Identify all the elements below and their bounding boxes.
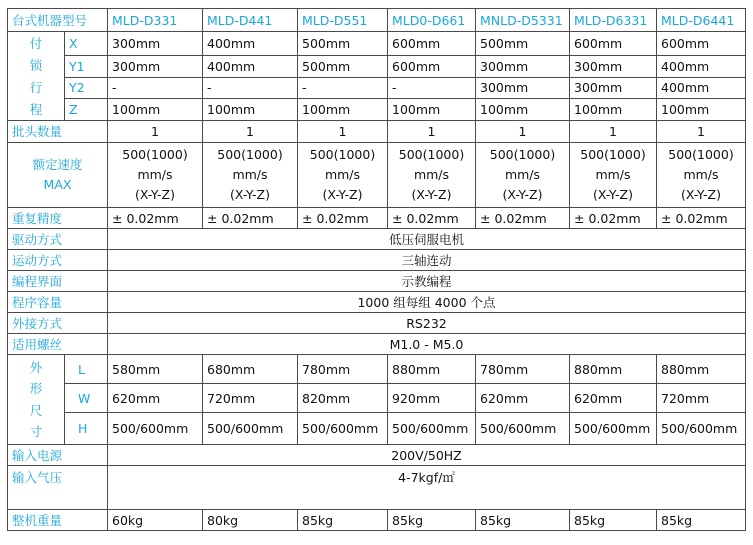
spec-table — [7, 8, 746, 531]
merged-row-capacity — [8, 292, 746, 313]
table-cell: 60kg — [108, 510, 203, 531]
table-cell: 1 — [657, 121, 746, 143]
speed-label: 额定速度 MAX — [8, 143, 108, 208]
row-label: 外接方式 — [8, 313, 108, 334]
bits-row — [8, 121, 746, 143]
table-cell: 600mm — [388, 55, 476, 77]
table-cell: 620mm — [108, 384, 203, 413]
axis-label: L — [65, 355, 108, 384]
table-cell: 300mm — [570, 55, 657, 77]
merged-value: 三轴连动 — [108, 250, 746, 271]
table-cell: 620mm — [476, 384, 570, 413]
table-cell: 880mm — [657, 355, 746, 384]
table-cell: 680mm — [203, 355, 298, 384]
table-cell: 780mm — [298, 355, 388, 384]
table-cell: 100mm — [203, 99, 298, 121]
merged-row-programming — [8, 271, 746, 292]
air-row — [8, 466, 746, 510]
table-cell: 780mm — [476, 355, 570, 384]
axis-label: H — [65, 413, 108, 445]
table-cell: 720mm — [657, 384, 746, 413]
merged-value: 低压伺服电机 — [108, 229, 746, 250]
merged-row-motion — [8, 250, 746, 271]
dims-label: 外 形 尺 寸 — [8, 355, 65, 445]
table-cell: 1 — [203, 121, 298, 143]
travel-row-y2 — [8, 77, 746, 99]
row-label: 编程界面 — [8, 271, 108, 292]
speed-cell: 500(1000) mm/s (X-Y-Z) — [388, 143, 476, 208]
speed-cell: 500(1000) mm/s (X-Y-Z) — [476, 143, 570, 208]
weight-row — [8, 510, 746, 531]
table-cell: 85kg — [298, 510, 388, 531]
row-label: 适用螺丝 — [8, 334, 108, 355]
axis-label: X — [65, 32, 108, 56]
speed-cell: 500(1000) mm/s (X-Y-Z) — [108, 143, 203, 208]
row-label: 驱动方式 — [8, 229, 108, 250]
travel-row-z — [8, 99, 746, 121]
table-cell: ± 0.02mm — [657, 208, 746, 229]
table-cell: 1 — [476, 121, 570, 143]
row-label: 输入气压 — [8, 466, 108, 510]
table-cell: 500mm — [476, 32, 570, 56]
table-cell: 720mm — [203, 384, 298, 413]
table-cell: 920mm — [388, 384, 476, 413]
dims-row-w — [8, 384, 746, 413]
row-label: 运动方式 — [8, 250, 108, 271]
model-name: MLD-D331 — [108, 9, 203, 32]
merged-value: 1000 组每组 4000 个点 — [108, 292, 746, 313]
table-cell: 400mm — [203, 55, 298, 77]
merged-value: RS232 — [108, 313, 746, 334]
model-name: MNLD-D5331 — [476, 9, 570, 32]
axis-label: Y2 — [65, 77, 108, 99]
dims-row-l — [8, 355, 746, 384]
row-label: 批头数量 — [8, 121, 108, 143]
table-cell: 500/600mm — [657, 413, 746, 445]
model-name: MLD-D6331 — [570, 9, 657, 32]
merged-value: 4-7kgf/㎡ — [108, 466, 746, 510]
axis-label: W — [65, 384, 108, 413]
table-cell: 300mm — [108, 32, 203, 56]
dims-row-h — [8, 413, 746, 445]
model-label: 台式机器型号 — [8, 9, 108, 32]
model-name: MLD0-D661 — [388, 9, 476, 32]
table-cell: ± 0.02mm — [108, 208, 203, 229]
table-cell: - — [298, 77, 388, 99]
table-cell: 300mm — [476, 55, 570, 77]
model-name: MLD-D551 — [298, 9, 388, 32]
merged-row-drive — [8, 229, 746, 250]
speed-cell: 500(1000) mm/s (X-Y-Z) — [298, 143, 388, 208]
row-label: 重复精度 — [8, 208, 108, 229]
table-cell: 1 — [570, 121, 657, 143]
merged-value: M1.0 - M5.0 — [108, 334, 746, 355]
travel-row-y1 — [8, 55, 746, 77]
power-row — [8, 445, 746, 466]
table-cell: ± 0.02mm — [476, 208, 570, 229]
row-label: 输入电源 — [8, 445, 108, 466]
table-cell: 500/600mm — [298, 413, 388, 445]
table-cell: 500mm — [298, 32, 388, 56]
table-cell: 300mm — [108, 55, 203, 77]
table-cell: 600mm — [388, 32, 476, 56]
model-name: MLD-D6441 — [657, 9, 746, 32]
table-cell: 600mm — [657, 32, 746, 56]
model-name: MLD-D441 — [203, 9, 298, 32]
table-cell: 300mm — [570, 77, 657, 99]
speed-cell: 500(1000) mm/s (X-Y-Z) — [203, 143, 298, 208]
table-cell: 85kg — [570, 510, 657, 531]
table-cell: - — [388, 77, 476, 99]
table-cell: 620mm — [570, 384, 657, 413]
speed-row — [8, 143, 746, 208]
table-cell: 80kg — [203, 510, 298, 531]
table-cell: 500/600mm — [388, 413, 476, 445]
table-cell: 880mm — [388, 355, 476, 384]
table-cell: 580mm — [108, 355, 203, 384]
axis-label: Z — [65, 99, 108, 121]
speed-cell: 500(1000) mm/s (X-Y-Z) — [657, 143, 746, 208]
table-cell: 1 — [388, 121, 476, 143]
table-cell: 100mm — [570, 99, 657, 121]
row-label: 整机重量 — [8, 510, 108, 531]
table-cell: 100mm — [298, 99, 388, 121]
merged-row-screws — [8, 334, 746, 355]
table-cell: 100mm — [108, 99, 203, 121]
table-cell: 100mm — [657, 99, 746, 121]
table-cell: 880mm — [570, 355, 657, 384]
table-cell: ± 0.02mm — [203, 208, 298, 229]
row-label: 程序容量 — [8, 292, 108, 313]
repeat-row — [8, 208, 746, 229]
table-cell: 100mm — [388, 99, 476, 121]
table-cell: - — [108, 77, 203, 99]
axis-label: Y1 — [65, 55, 108, 77]
table-cell: 820mm — [298, 384, 388, 413]
table-cell: 400mm — [657, 77, 746, 99]
table-cell: 300mm — [476, 77, 570, 99]
table-cell: ± 0.02mm — [388, 208, 476, 229]
table-cell: - — [203, 77, 298, 99]
speed-cell: 500(1000) mm/s (X-Y-Z) — [570, 143, 657, 208]
table-cell: 1 — [108, 121, 203, 143]
table-cell: 600mm — [570, 32, 657, 56]
merged-row-interface — [8, 313, 746, 334]
table-cell: 400mm — [203, 32, 298, 56]
travel-label: 付 锁 行 程 — [8, 32, 65, 121]
table-cell: 500mm — [298, 55, 388, 77]
table-cell: 500/600mm — [476, 413, 570, 445]
table-cell: 500/600mm — [108, 413, 203, 445]
table-cell: 500/600mm — [570, 413, 657, 445]
table-cell: 85kg — [388, 510, 476, 531]
merged-value: 200V/50HZ — [108, 445, 746, 466]
table-cell: 85kg — [657, 510, 746, 531]
table-cell: ± 0.02mm — [298, 208, 388, 229]
table-cell: 85kg — [476, 510, 570, 531]
travel-row-x — [8, 32, 746, 56]
table-cell: 1 — [298, 121, 388, 143]
table-cell: ± 0.02mm — [570, 208, 657, 229]
table-cell: 400mm — [657, 55, 746, 77]
merged-value: 示教编程 — [108, 271, 746, 292]
header-row — [8, 9, 746, 32]
table-cell: 500/600mm — [203, 413, 298, 445]
table-cell: 100mm — [476, 99, 570, 121]
